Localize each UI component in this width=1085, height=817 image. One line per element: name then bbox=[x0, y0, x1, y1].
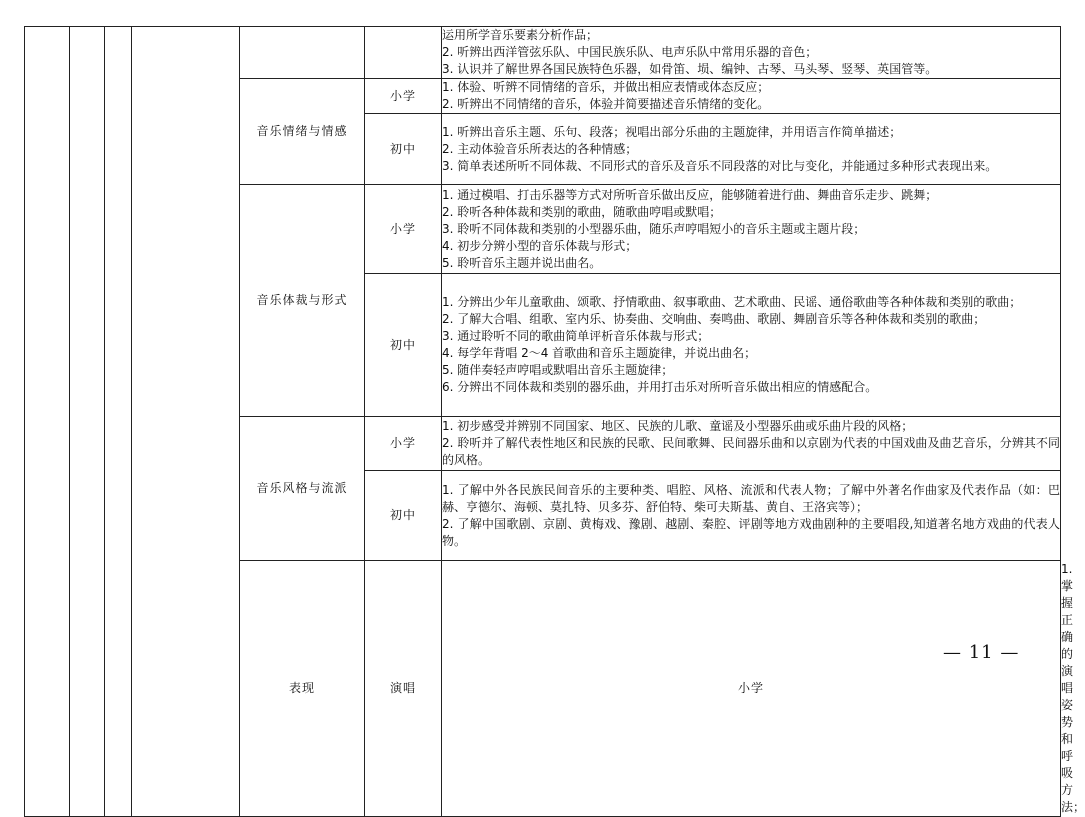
content-line: 2. 了解大合唱、组歌、室内乐、协奏曲、交响曲、奏鸣曲、歌剧、舞剧音乐等各种体裁和类别的歌曲； bbox=[442, 312, 986, 326]
empty-cell bbox=[240, 27, 365, 79]
content-line: 2. 听辨出不同情绪的音乐，体验并简要描述音乐情绪的变化。 bbox=[442, 97, 770, 111]
content-line: 2. 了解中国歌剧、京剧、黄梅戏、豫剧、越剧、秦腔、评剧等地方戏曲剧种的主要唱段,知道著名地方戏曲的代表人物。 bbox=[442, 516, 1060, 548]
content-cell bbox=[442, 185, 1061, 274]
content-line: 1. 初步感受并辨别不同国家、地区、民族的儿歌、童谣及小型器乐曲或乐曲片段的风格； bbox=[442, 419, 914, 433]
content-line: 1. 了解中外各民族民间音乐的主要种类、唱腔、风格、流派和代表人物；了解中外著名作曲家及代表作品（如：巴赫、亨德尔、海顿、莫扎特、贝多芬、舒伯特、柴可夫斯基、黄自、王洛宾等）； bbox=[442, 482, 1060, 514]
content-cell bbox=[442, 27, 1061, 79]
topic-cell: 演唱 bbox=[365, 561, 442, 817]
empty-cell bbox=[105, 27, 132, 817]
content-line: 3. 认识并了解世界各国民族特色乐器，如骨笛、埙、编钟、古琴、马头琴、竖琴、英国管等。 bbox=[442, 62, 938, 76]
content-line: 5. 聆听音乐主题并说出曲名。 bbox=[442, 255, 602, 270]
content-line: 运用所学音乐要素分析作品； bbox=[442, 28, 599, 42]
content-line: 1. 通过模唱、打击乐器等方式对所听音乐做出反应，能够随着进行曲、舞曲音乐走步、跳舞； bbox=[442, 187, 938, 202]
curriculum-table bbox=[24, 26, 1085, 817]
empty-cell bbox=[132, 27, 240, 817]
content-line: 4. 每学年背唱 2～4 首歌曲和音乐主题旋律，并说出曲名； bbox=[442, 346, 757, 360]
level-cell: 小学 bbox=[365, 79, 442, 114]
topic-cell: 音乐情绪与情感 bbox=[240, 79, 365, 185]
level-cell: 小学 bbox=[365, 185, 442, 274]
content-cell bbox=[442, 417, 1061, 471]
level-cell: 初中 bbox=[365, 274, 442, 417]
content-line: 2. 听辨出西洋管弦乐队、中国民族乐队、电声乐队中常用乐器的音色； bbox=[442, 45, 818, 59]
content-line: 6. 分辨出不同体裁和类别的器乐曲，并用打击乐对所听音乐做出相应的情感配合。 bbox=[442, 380, 878, 394]
empty-cell bbox=[70, 27, 105, 817]
content-cell bbox=[442, 274, 1061, 417]
content-line: 3. 简单表述所听不同体裁、不同形式的音乐及音乐不同段落的对比与变化，并能通过多种形式表现出来。 bbox=[442, 158, 998, 173]
content-line: 5. 随伴奏轻声哼唱或默唱出音乐主题旋律； bbox=[442, 363, 674, 377]
content-cell bbox=[442, 114, 1061, 185]
content-cell bbox=[442, 79, 1061, 114]
content-line: 3. 通过聆听不同的歌曲简单评析音乐体裁与形式； bbox=[442, 329, 710, 343]
level-cell: 初中 bbox=[365, 114, 442, 185]
content-line: 2. 聆听并了解代表性地区和民族的民歌、民间歌舞、民间器乐曲和以京剧为代表的中国戏曲及曲艺音乐，分辨其不同的风格。 bbox=[442, 436, 1060, 467]
content-line: 3. 聆听不同体裁和类别的小型器乐曲，随乐声哼唱短小的音乐主题或主题片段； bbox=[442, 221, 866, 236]
content-cell bbox=[442, 471, 1061, 561]
content-line: 1. 听辨出音乐主题、乐句、段落；视唱出部分乐曲的主题旋律，并用语言作简单描述； bbox=[442, 124, 902, 139]
empty-cell bbox=[365, 27, 442, 79]
area-cell: 表现 bbox=[240, 561, 365, 817]
content-line: 2. 聆听各种体裁和类别的歌曲，随歌曲哼唱或默唱； bbox=[442, 204, 722, 219]
table-row: 表现 演唱 小学 1. 掌握正确的演唱姿势和呼吸方法； bbox=[25, 561, 1061, 817]
topic-cell: 音乐风格与流派 bbox=[240, 417, 365, 561]
level-cell: 初中 bbox=[365, 471, 442, 561]
content-line: 1. 体验、听辨不同情绪的音乐，并做出相应表情或体态反应； bbox=[442, 80, 770, 94]
page-number: — 11 — bbox=[943, 642, 1020, 663]
content-line: 2. 主动体验音乐所表达的各种情感； bbox=[442, 141, 638, 156]
content-line: 4. 初步分辨小型的音乐体裁与形式； bbox=[442, 238, 638, 253]
level-cell: 小学 bbox=[442, 561, 1061, 817]
empty-cell bbox=[25, 27, 70, 817]
content-line: 1. 分辨出少年儿童歌曲、颂歌、抒情歌曲、叙事歌曲、艺术歌曲、民谣、通俗歌曲等各种体裁和类别的歌曲； bbox=[442, 295, 1022, 309]
level-cell: 小学 bbox=[365, 417, 442, 471]
topic-cell: 音乐体裁与形式 bbox=[240, 185, 365, 417]
table-row bbox=[25, 27, 1061, 79]
